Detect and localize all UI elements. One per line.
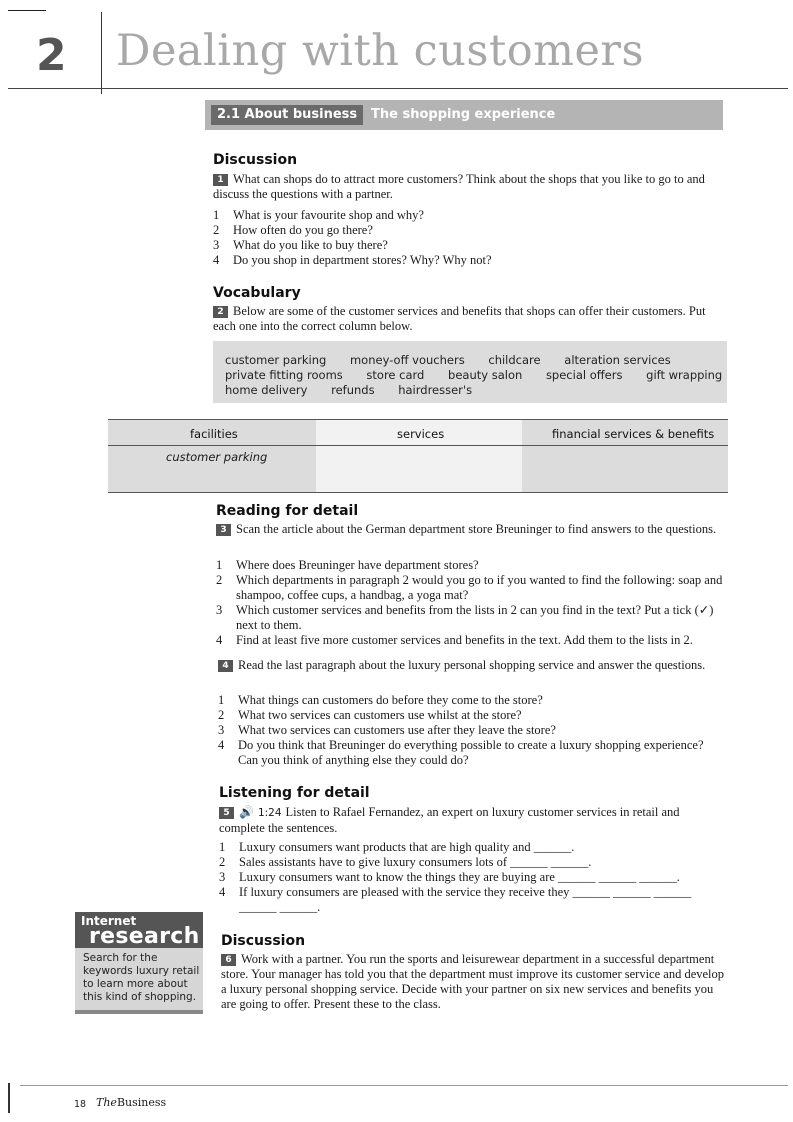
- vocab-item: private fitting rooms: [225, 368, 343, 382]
- book-brand: TheBusiness: [96, 1096, 167, 1109]
- footer-rule: [20, 1085, 788, 1086]
- footer-divider: [8, 1083, 10, 1113]
- internet-research-header: [75, 912, 203, 948]
- reading-heading: Reading for detail: [216, 503, 359, 519]
- list-item: 3 What two services can customers use after they leave the store?: [218, 723, 556, 737]
- vocabulary-box: [213, 341, 727, 403]
- exercise-badge: 5: [219, 807, 234, 819]
- vocab-item: special offers: [545, 368, 623, 382]
- exercise-text: Listen to Rafael Fernandez, an expert on luxury customer services in retail and complete the sentences.: [219, 805, 680, 835]
- list-item: 4 Find at least five more customer services and benefits in the text. Add them to the lists in 2.: [216, 633, 693, 647]
- vocab-item: childcare: [488, 353, 541, 367]
- list-item: 4 Do you think that Breuninger do everything possible to create a luxury shopping experience? Can you think of anything else they could do?: [218, 738, 704, 767]
- internet-research-box: [75, 912, 203, 1014]
- exercise-badge: 6: [221, 954, 236, 966]
- list-item: 1 What things can customers do before they come to the store?: [218, 693, 543, 707]
- vocab-item: home delivery: [225, 383, 308, 397]
- list-item: 2 How often do you go there?: [213, 223, 373, 237]
- vocab-item: beauty salon: [448, 368, 523, 382]
- vocab-item: customer parking: [225, 353, 327, 367]
- exercise-4-intro: [218, 658, 726, 673]
- header-divider: [101, 12, 102, 94]
- exercise-badge: 3: [216, 524, 231, 536]
- section-banner: [205, 100, 723, 130]
- discussion-heading-2: Discussion: [221, 933, 306, 949]
- vocab-item: alteration services: [564, 353, 671, 367]
- table-header-financial: financial services & benefits: [552, 427, 715, 441]
- vocab-row: [225, 353, 691, 367]
- internet-research-text: Search for the keywords luxury retail to learn more about this kind of shopping.: [83, 952, 200, 1003]
- table-example-cell: customer parking: [166, 450, 268, 464]
- audio-icon: 🔊: [239, 805, 254, 819]
- list-item: 3 Luxury consumers want to know the things they are buying are ______ ______ ______.: [219, 870, 680, 884]
- list-item: 2 Sales assistants have to give luxury consumers lots of ______ ______.: [219, 855, 592, 869]
- listening-heading: Listening for detail: [219, 785, 370, 801]
- vocab-row: [225, 383, 492, 397]
- reading-questions-4: [218, 693, 726, 768]
- list-item: 4 If luxury consumers are pleased with the service they receive they ______ ______ ______ ______ ______.: [219, 885, 692, 914]
- vocab-item: gift wrapping: [646, 368, 723, 382]
- list-item: 1 Luxury consumers want products that are high quality and ______.: [219, 840, 575, 854]
- vocabulary-table: [108, 419, 728, 493]
- exercise-text: Read the last paragraph about the luxury personal shopping service and answer the questions.: [238, 658, 706, 672]
- discussion-questions: [213, 208, 713, 268]
- exercise-badge: 4: [218, 660, 233, 672]
- listening-sentences: [219, 840, 724, 915]
- exercise-2-intro: [213, 304, 727, 334]
- exercise-text: What can shops do to attract more customers? Think about the shops that you like to go to and discuss the questions with a partner.: [213, 172, 705, 201]
- exercise-3-intro: [216, 522, 726, 537]
- vocab-row: [225, 368, 742, 382]
- vocab-item: store card: [366, 368, 425, 382]
- exercise-text: Below are some of the customer services and benefits that shops can offer their customers. Put each one into the correct column below.: [213, 304, 706, 333]
- section-topic: The shopping experience: [371, 107, 556, 122]
- list-item: 3 Which customer services and benefits from the lists in 2 can you find in the text? Put a tick (✓) next to them.: [216, 603, 714, 632]
- page-number: 18: [74, 1099, 87, 1110]
- vocab-item: hairdresser's: [398, 383, 473, 397]
- list-item: 1 What is your favourite shop and why?: [213, 208, 424, 222]
- reading-questions-3: [216, 558, 728, 648]
- internet-research-line1: Internet: [81, 914, 137, 928]
- discussion-heading: Discussion: [213, 152, 298, 168]
- exercise-badge: 1: [213, 174, 228, 186]
- internet-research-line2: research: [89, 924, 200, 949]
- list-item: 2 What two services can customers use whilst at the store?: [218, 708, 522, 722]
- table-header-services: services: [397, 427, 445, 441]
- vocabulary-heading: Vocabulary: [213, 285, 301, 301]
- chapter-title: Dealing with customers: [116, 26, 645, 76]
- chapter-number: 2: [36, 30, 67, 81]
- audio-track: 1:24: [257, 807, 282, 819]
- list-item: 1 Where does Breuninger have department stores?: [216, 558, 479, 572]
- table-header-facilities: facilities: [190, 427, 238, 441]
- list-item: 3 What do you like to buy there?: [213, 238, 388, 252]
- vocab-item: refunds: [331, 383, 375, 397]
- section-label: 2.1 About business: [211, 105, 363, 125]
- exercise-text: Work with a partner. You run the sports and leisurewear department in a successful department store. Your manager has told you that the department must improve its customer service and develop a luxury personal shopping service. Decide with your partner on six new services and benefits you are going to offer. Present these to the class.: [221, 952, 725, 1011]
- exercise-1-intro: [213, 172, 723, 202]
- header-rule: [8, 88, 788, 89]
- exercise-text: Scan the article about the German department store Breuninger to find answers to the questions.: [236, 522, 717, 536]
- vocab-item: money-off vouchers: [349, 353, 465, 367]
- exercise-6-text: [221, 952, 727, 1012]
- exercise-5-intro: [219, 805, 727, 836]
- list-item: 4 Do you shop in department stores? Why? Why not?: [213, 253, 492, 267]
- exercise-badge: 2: [213, 306, 228, 318]
- top-rule: [8, 10, 46, 11]
- list-item: 2 Which departments in paragraph 2 would you go to if you wanted to find the following: soap and shampoo, coffee cups, a handbag, a yoga mat?: [216, 573, 723, 602]
